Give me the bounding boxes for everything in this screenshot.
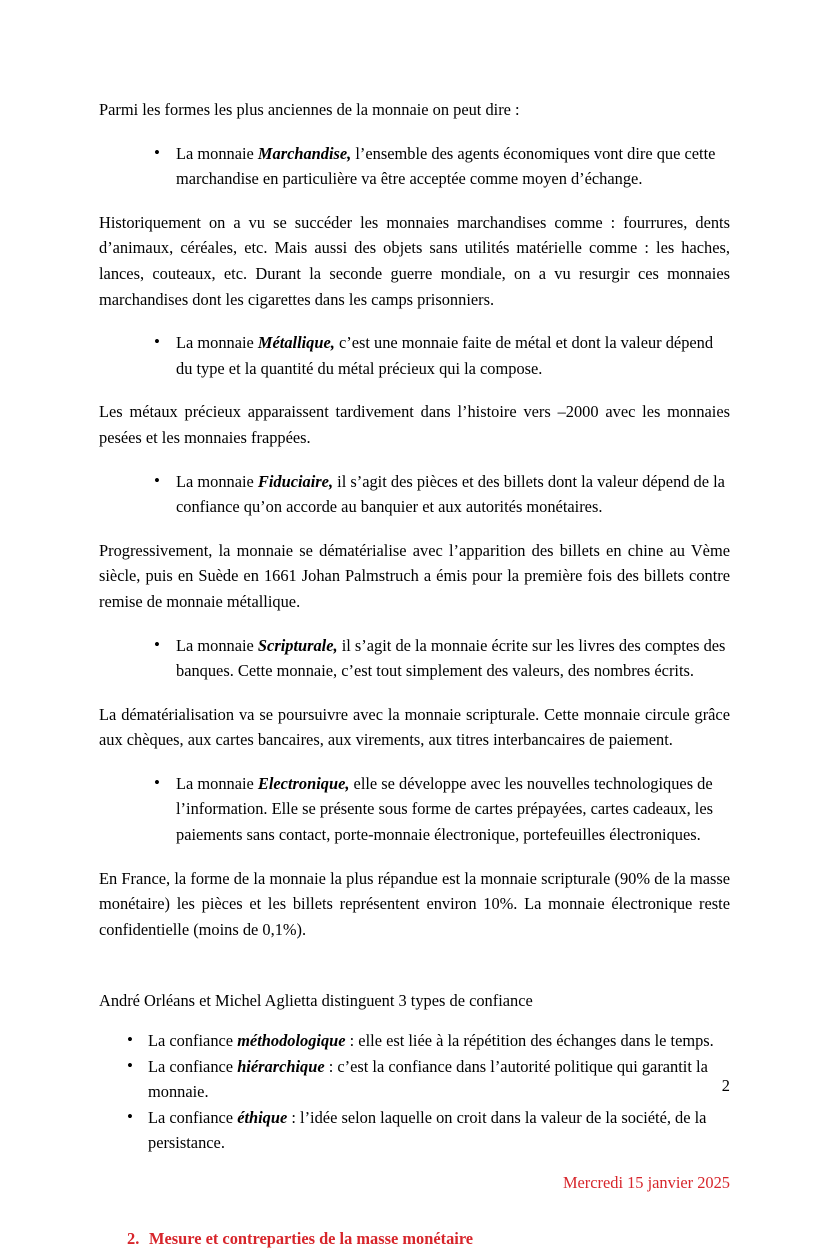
bullet-rest: : c’est la confiance dans l’autorité politique qui garantit la monnaie. xyxy=(148,1056,708,1102)
bullet-term: Fiduciaire, xyxy=(257,471,334,491)
spacer xyxy=(99,1014,730,1028)
bullet-term: Métallique, xyxy=(257,333,335,353)
paragraph-after-marchandise: Historiquement on a vu se succéder les monnaies marchandises comme : fourrures, dents d’animaux, céréales, etc. Mais aussi des objets sans utilités matérielle comme : les haches, lances, couteaux, etc. Durant la seconde guerre mondiale, on a vu resurgir ces monnaies marchandises dont les cigarettes dans les camps prisonniers. xyxy=(99,212,730,309)
bullet-term: éthique xyxy=(237,1107,288,1127)
spacer xyxy=(99,1156,730,1170)
paragraph-after-electronique: En France, la forme de la monnaie la plus répandue est la monnaie scripturale (90% de la masse monétaire) les pièces et les billets représentent environ 10%. La monnaie électronique reste confidentielle (moins de 0,1%). xyxy=(99,868,730,939)
page-number: 2 xyxy=(721,1076,730,1095)
bullet-term: Marchandise, xyxy=(257,143,352,163)
bullet-lead: La monnaie xyxy=(176,333,258,353)
bullet-rest: : elle est liée à la répétition des échanges dans le temps. xyxy=(345,1031,714,1051)
section-heading-text: Mesure et contreparties de la masse monétaire xyxy=(149,1228,474,1248)
paragraph-after-metallique: Les métaux précieux apparaissent tardivement dans l’histoire vers –2000 avec les monnaies pesées et les monnaies frappées. xyxy=(99,402,730,447)
paragraph-after-fiduciaire: Progressivement, la monnaie se dématérialise avec l’apparition des billets en chine au Vème siècle, puis en Suède en 1661 Johan Palmstruch a émis pour la première fois des billets contre remise de monnaie métallique. xyxy=(99,540,730,611)
list-item xyxy=(99,1028,730,1054)
bullet-rest: il s’agit de la monnaie écrite sur les livres des comptes des banques. Cette monnaie, c’est tout simplement des valeurs, des nombres écrits. xyxy=(176,635,726,681)
confiance-intro: André Orléans et Michel Aglietta distinguent 3 types de confiance xyxy=(99,991,533,1011)
bullet-lead: La monnaie xyxy=(176,471,258,491)
spacer xyxy=(99,381,730,399)
money-form-list-scripturale xyxy=(99,633,730,684)
confiance-list xyxy=(99,1028,730,1156)
money-form-list-fiduciaire xyxy=(99,469,730,520)
document-body xyxy=(99,97,730,1251)
spacer xyxy=(99,192,730,210)
section-heading xyxy=(99,1226,730,1251)
bullet-term: hiérarchique xyxy=(237,1056,325,1076)
money-form-list-metallique xyxy=(99,330,730,381)
bullet-lead: La monnaie xyxy=(176,143,258,163)
lecture-date: Mercredi 15 janvier 2025 xyxy=(562,1173,730,1192)
spacer xyxy=(99,123,730,141)
money-form-list-electronique xyxy=(99,771,730,848)
intro-paragraph: Parmi les formes les plus anciennes de la monnaie on peut dire : xyxy=(99,100,520,119)
bullet-lead: La confiance xyxy=(148,1031,238,1051)
bullet-rest: elle se développe avec les nouvelles technologiques de l’information. Elle se présente sous forme de cartes prépayées, cartes cadeaux, les paiements sans contact, porte-monnaie électronique, portefeuilles électroniques. xyxy=(176,773,714,845)
spacer-large xyxy=(99,942,730,988)
bullet-term: méthodologique xyxy=(237,1031,346,1051)
spacer xyxy=(99,848,730,866)
bullet-lead: La monnaie xyxy=(176,773,258,793)
bullet-lead: La confiance xyxy=(148,1107,238,1127)
list-item xyxy=(99,1054,730,1105)
money-form-list-marchandise xyxy=(99,141,730,192)
section-heading-number: 2. xyxy=(127,1228,140,1248)
spacer xyxy=(99,684,730,702)
list-item xyxy=(99,633,730,684)
spacer xyxy=(99,615,730,633)
list-item xyxy=(99,1105,730,1156)
bullet-rest: : l’idée selon laquelle on croit dans la valeur de la société, de la persistance. xyxy=(148,1107,707,1153)
list-item xyxy=(99,330,730,381)
spacer xyxy=(99,451,730,469)
spacer xyxy=(99,753,730,771)
list-item xyxy=(99,469,730,520)
bullet-rest: c’est une monnaie faite de métal et dont la valeur dépend du type et la quantité du métal précieux qui la compose. xyxy=(176,333,714,378)
spacer xyxy=(99,1196,730,1226)
bullet-lead: La confiance xyxy=(148,1056,238,1076)
list-item xyxy=(99,141,730,192)
paragraph-after-scripturale: La dématérialisation va se poursuivre avec la monnaie scripturale. Cette monnaie circule grâce aux chèques, aux cartes bancaires, aux virements, aux titres interbancaires de paiement. xyxy=(99,704,730,750)
bullet-term: Electronique, xyxy=(257,773,350,793)
list-item xyxy=(99,771,730,848)
bullet-rest: il s’agit des pièces et des billets dont la valeur dépend de la confiance qu’on accorde au banquier et aux autorités monétaires. xyxy=(176,471,725,517)
bullet-term: Scripturale, xyxy=(257,635,338,655)
spacer xyxy=(99,312,730,330)
bullet-rest: l’ensemble des agents économiques vont dire que cette marchandise en particulière va être acceptée comme moyen d’échange. xyxy=(176,143,716,189)
spacer xyxy=(99,520,730,538)
bullet-lead: La monnaie xyxy=(176,635,258,655)
